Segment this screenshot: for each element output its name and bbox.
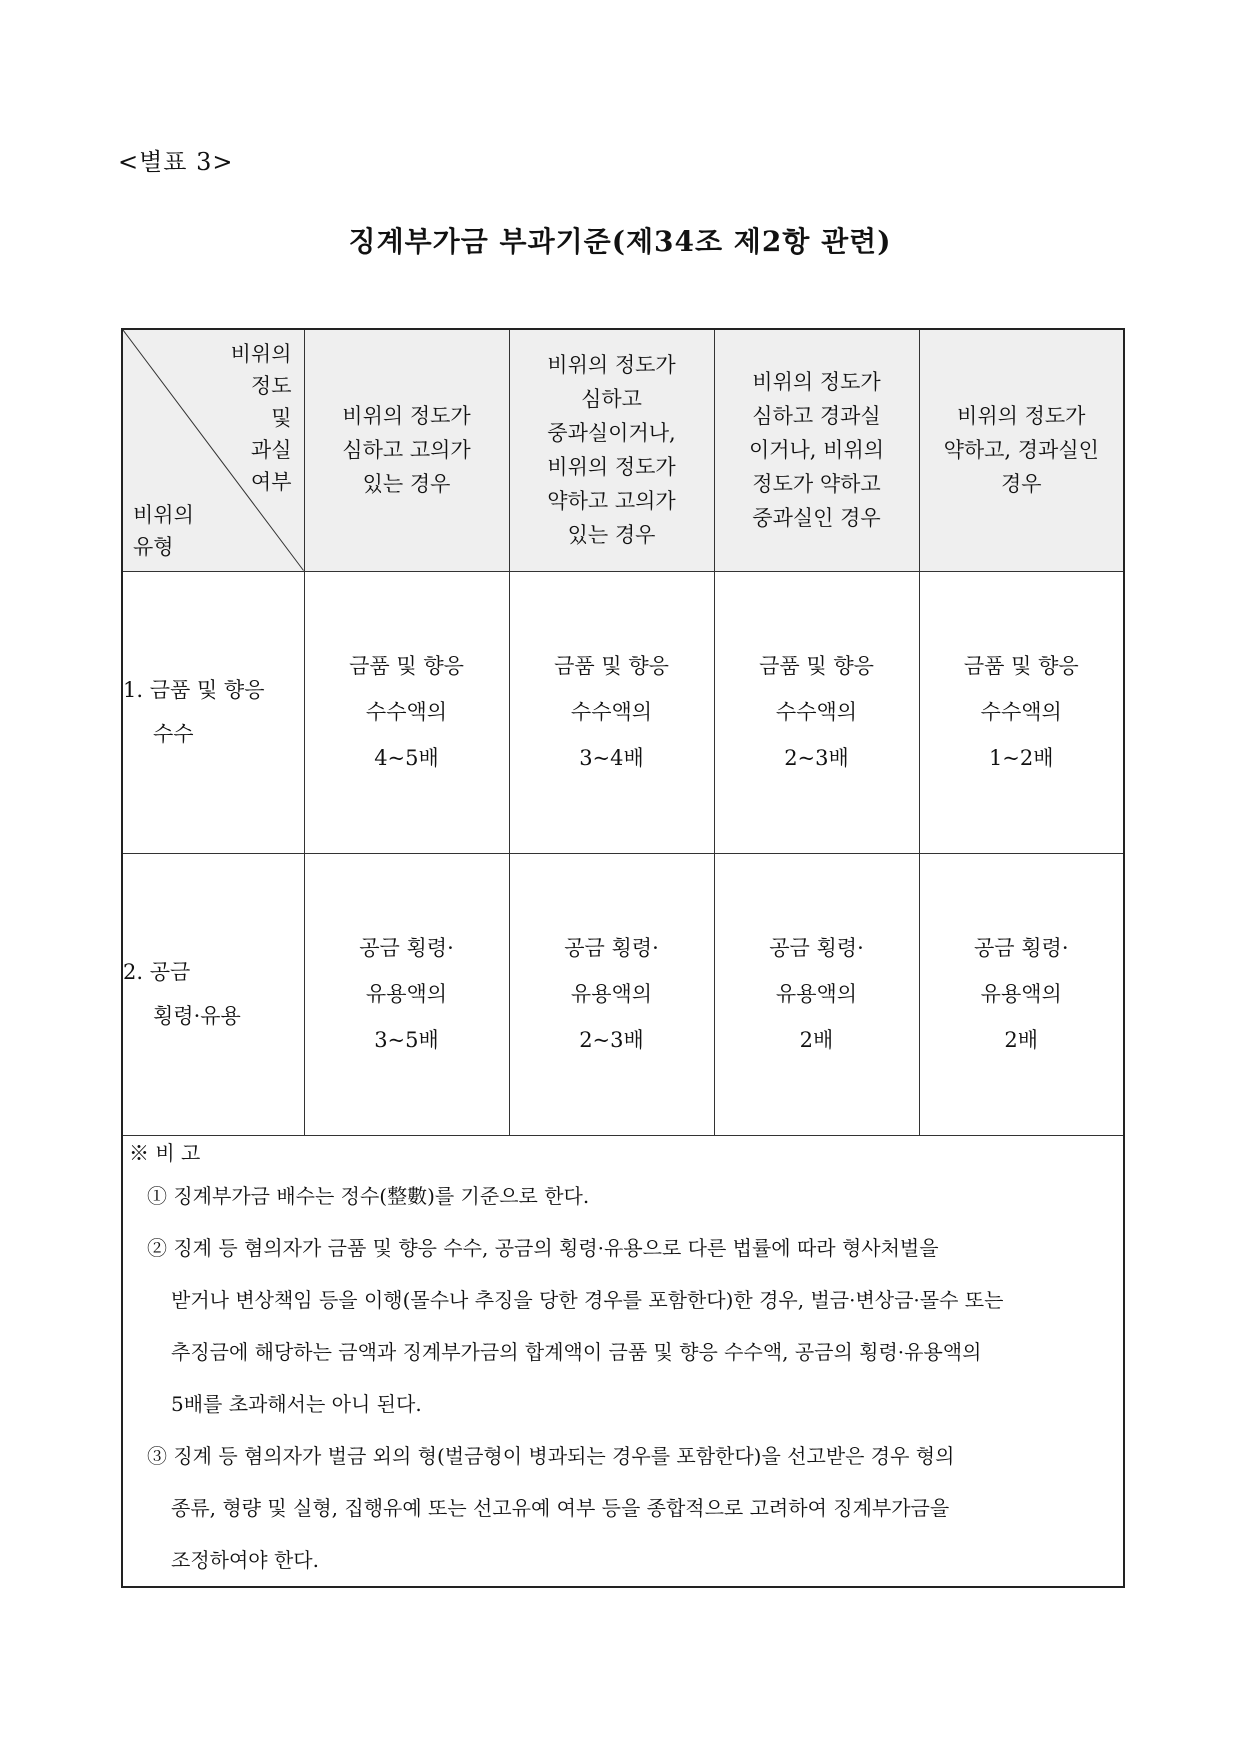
header-line: 약하고, 경과실인 bbox=[943, 438, 1099, 463]
table-header-row bbox=[122, 329, 1124, 571]
corner-top-label bbox=[231, 338, 292, 498]
corner-top-line: 및 bbox=[271, 406, 292, 430]
cell-line: 4~5배 bbox=[374, 746, 439, 770]
header-line: 심하고 고의가 bbox=[342, 438, 471, 463]
row-header-line: 1. 금품 및 향응 bbox=[123, 678, 265, 702]
header-line: 이거나, 비위의 bbox=[748, 438, 885, 463]
row-header-bribery bbox=[122, 571, 304, 853]
cell-line: 공금 횡령· bbox=[769, 936, 864, 960]
header-line: 있는 경우 bbox=[362, 472, 451, 497]
note-item-3: ③ 징계 등 혐의자가 벌금 외의 형(벌금형이 병과되는 경우를 포함한다)을 선고받은 경우 형의 bbox=[147, 1443, 955, 1468]
table-row bbox=[122, 853, 1124, 1135]
table-row bbox=[122, 571, 1124, 853]
table-cell bbox=[304, 853, 509, 1135]
column-header-severe-gross-or-mild-intentional bbox=[509, 329, 714, 571]
cell-line: 금품 및 향응 bbox=[963, 654, 1079, 678]
header-line: 비위의 정도가 bbox=[547, 455, 676, 480]
notes-row bbox=[122, 1135, 1124, 1587]
cell-line: 3~4배 bbox=[579, 746, 644, 770]
cell-line: 1~2배 bbox=[988, 746, 1054, 770]
header-line: 심하고 경과실 bbox=[752, 404, 881, 429]
header-line: 비위의 정도가 bbox=[957, 404, 1086, 429]
table-cell bbox=[714, 853, 919, 1135]
note-item-2-continuation: 추징금에 해당하는 금액과 징계부가금의 합계액이 금품 및 향응 수수액, 공금의 횡령·유용액의 bbox=[171, 1339, 982, 1364]
header-line: 약하고 고의가 bbox=[547, 489, 676, 514]
header-line: 비위의 정도가 bbox=[547, 353, 676, 378]
notes-heading: ※ 비 고 bbox=[129, 1140, 201, 1165]
page-title: 징계부가금 부과기준(제34조 제2항 관련) bbox=[348, 225, 892, 258]
cell-line: 2~3배 bbox=[579, 1028, 644, 1052]
column-header-severe-intentional bbox=[304, 329, 509, 571]
table-cell bbox=[509, 853, 714, 1135]
note-item-2: ② 징계 등 혐의자가 금품 및 향응 수수, 공금의 횡령·유용으로 다른 법률에 따라 형사처벌을 bbox=[147, 1235, 939, 1260]
corner-top-line: 과실 bbox=[250, 438, 292, 462]
cell-line: 공금 횡령· bbox=[564, 936, 659, 960]
cell-line: 금품 및 향응 bbox=[554, 654, 669, 678]
cell-line: 공금 횡령· bbox=[974, 936, 1069, 960]
cell-line: 유용액의 bbox=[570, 982, 653, 1006]
header-line: 중과실인 경우 bbox=[752, 506, 881, 531]
table-cell bbox=[714, 571, 919, 853]
corner-top-line: 비위의 bbox=[230, 342, 292, 366]
corner-bottom-line: 비위의 bbox=[133, 502, 194, 527]
corner-top-line: 정도 bbox=[250, 374, 292, 398]
note-item-3-continuation: 종류, 형량 및 실형, 집행유예 또는 선고유예 여부 등을 종합적으로 고려하여 징계부가금을 bbox=[171, 1495, 950, 1520]
cell-line: 수수액의 bbox=[365, 700, 448, 724]
corner-bottom-label bbox=[133, 499, 194, 563]
header-line: 비위의 정도가 bbox=[342, 404, 471, 429]
table-cell bbox=[509, 571, 714, 853]
cell-line: 3~5배 bbox=[374, 1028, 439, 1052]
note-item-2-continuation: 받거나 변상책임 등을 이행(몰수나 추징을 당한 경우를 포함한다)한 경우, 벌금·변상금·몰수 또는 bbox=[171, 1287, 1004, 1312]
notes-cell bbox=[122, 1135, 1124, 1587]
row-header-line: 수수 bbox=[153, 722, 194, 746]
table-cell bbox=[919, 571, 1124, 853]
table-cell bbox=[919, 853, 1124, 1135]
cell-line: 유용액의 bbox=[775, 982, 858, 1006]
column-header-severe-minor-or-mild-gross bbox=[714, 329, 919, 571]
cell-line: 2배 bbox=[799, 1028, 834, 1052]
cell-line: 유용액의 bbox=[365, 982, 448, 1006]
cell-line: 금품 및 향응 bbox=[759, 654, 874, 678]
cell-line: 금품 및 향응 bbox=[349, 654, 464, 678]
header-line: 경우 bbox=[1000, 472, 1042, 497]
table-cell bbox=[304, 571, 509, 853]
row-header-embezzlement bbox=[122, 853, 304, 1135]
corner-top-line: 여부 bbox=[250, 470, 292, 494]
standards-table bbox=[121, 328, 1125, 1588]
header-line: 비위의 정도가 bbox=[752, 370, 881, 395]
corner-header-cell bbox=[122, 329, 304, 571]
header-line: 있는 경우 bbox=[567, 523, 656, 548]
header-line: 중과실이거나, bbox=[547, 421, 676, 446]
row-header-line: 2. 공금 bbox=[123, 960, 191, 984]
cell-line: 수수액의 bbox=[775, 700, 858, 724]
cell-line: 수수액의 bbox=[980, 700, 1062, 724]
cell-line: 공금 횡령· bbox=[359, 936, 454, 960]
row-header-line: 횡령·유용 bbox=[153, 1004, 241, 1028]
note-item-1: ① 징계부가금 배수는 정수(整數)를 기준으로 한다. bbox=[147, 1183, 590, 1208]
header-line: 심하고 bbox=[581, 387, 642, 412]
column-header-mild-minor bbox=[919, 329, 1124, 571]
note-item-2-continuation: 5배를 초과해서는 아니 된다. bbox=[171, 1391, 422, 1416]
cell-line: 유용액의 bbox=[980, 982, 1062, 1006]
cell-line: 수수액의 bbox=[570, 700, 653, 724]
cell-line: 2~3배 bbox=[784, 746, 849, 770]
corner-bottom-line: 유형 bbox=[133, 534, 174, 559]
standards-table-wrapper bbox=[121, 328, 1123, 1588]
note-item-3-continuation: 조정하여야 한다. bbox=[171, 1547, 319, 1572]
annex-label: <별표 3> bbox=[118, 148, 234, 176]
header-line: 정도가 약하고 bbox=[752, 472, 881, 497]
cell-line: 2배 bbox=[1004, 1028, 1039, 1052]
